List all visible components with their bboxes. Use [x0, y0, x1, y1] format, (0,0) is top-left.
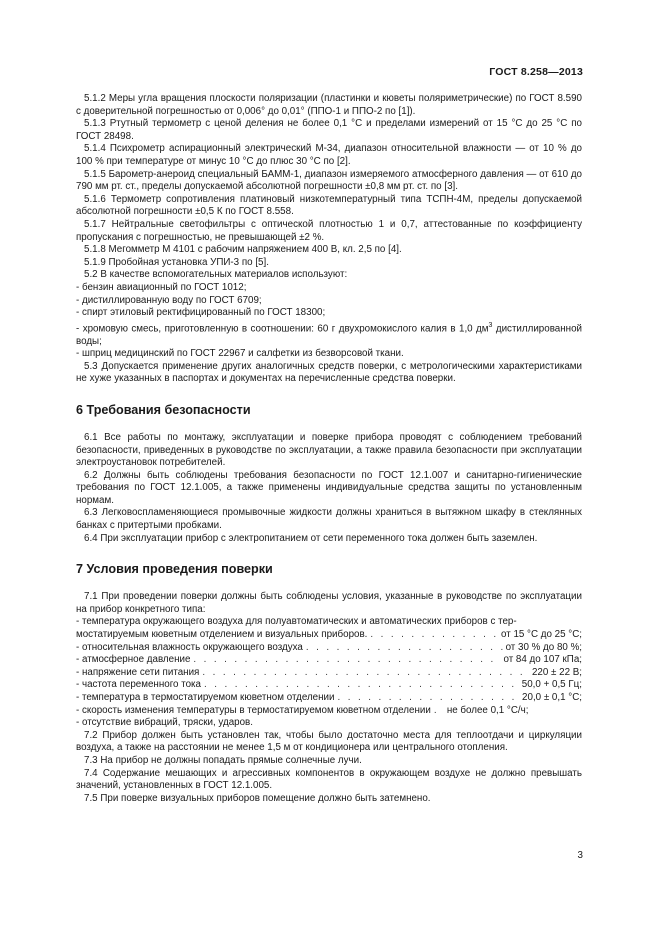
paragraph-7-2: 7.2 Прибор должен быть установлен так, чтобы было достаточно места для теплоотдачи и циркуляции воздуха, а также на расстоянии не менее 1,5 м от кондиционера или центрального отопления. [76, 729, 582, 754]
paragraph-7-5: 7.5 При поверке визуальных приборов помещение должно быть затемнено. [84, 792, 431, 804]
superscript: 3 [488, 321, 493, 329]
condition-label: - относительная влажность окружающего воздуха [76, 641, 303, 653]
condition-item-line: - температура окружающего воздуха для полуавтоматических и автоматических приборов с тер- [76, 616, 517, 628]
section-heading-7: 7 Условия проведения поверки [76, 562, 273, 577]
condition-value: не более 0,1 °С/ч; [446, 704, 529, 716]
condition-item [76, 705, 582, 718]
page-number: 3 [577, 850, 583, 861]
condition-value: от 15 °С до 25 °С; [501, 629, 582, 641]
condition-label: - частота переменного тока [76, 679, 202, 691]
paragraph-7-4: 7.4 Содержание мешающих и агрессивных компонентов в окружающем воздухе не должно превышать значений, установленных в ГОСТ 12.1.005. [76, 767, 582, 792]
paragraph-6-2: 6.2 Должны быть соблюдены требования безопасности по ГОСТ 12.1.007 и санитарно-гигиенические требования по ГОСТ 12.1.005, а также применены индивидуальные средства защиты по установленным нормам. [76, 469, 582, 506]
condition-item [76, 629, 582, 642]
paragraph-5-1-2: 5.1.2 Меры угла вращения плоскости поляризации (пластинки и кюветы поляриметрические) по ГОСТ 8.590 с доверительной погрешностью от 0,006° до 0,01° (ППО-1 и ППО-2 по [1]). [76, 93, 582, 117]
material-item: - спирт этиловый ректифицированный по ГОСТ 18300; [76, 307, 326, 319]
condition-value: от 30 % до 80 %; [505, 641, 582, 653]
paragraph-5-1-4: 5.1.4 Психрометр аспирационный электрический М-34, диапазон относительной влажности — от 10 % до 100 % при температуре от минус 10 °С до плюс 30 °С по [2]. [76, 143, 582, 167]
leader-dots [434, 705, 444, 718]
document-header: ГОСТ 8.258—2013 [489, 66, 583, 78]
section-heading-6: 6 Требования безопасности [76, 402, 251, 417]
material-item: - бензин авиационный по ГОСТ 1012; [76, 281, 247, 293]
condition-item [76, 679, 582, 692]
paragraph-7-3: 7.3 На прибор не должны попадать прямые солнечные лучи. [84, 754, 362, 766]
condition-value: 220 ± 22 В; [531, 666, 582, 678]
leader-dots [204, 679, 519, 692]
condition-label: - скорость изменения температуры в термостатируемом кюветном отделении [76, 704, 431, 716]
material-item [76, 320, 582, 348]
leader-dots [337, 692, 519, 705]
material-item-text: - хромовую смесь, приготовленную в соотношении: 60 г двухромокислого калия в 1,0 дм [76, 322, 489, 334]
paragraph-5-3: 5.3 Допускается применение других аналогичных средств поверки, с метрологическими характеристиками не хуже указанных в паспортах и документах на перечисленные средства поверки. [76, 360, 582, 385]
condition-value: 20,0 ± 0,1 °С; [522, 692, 582, 704]
paragraph-5-1-8: 5.1.8 Мегомметр М 4101 с рабочим напряжением 400 В, кл. 2,5 по [4]. [84, 244, 402, 256]
material-item: - шприц медицинский по ГОСТ 22967 и салфетки из безворсовой ткани. [76, 348, 404, 360]
condition-item [76, 692, 582, 705]
condition-label: - напряжение сети питания [76, 666, 200, 678]
condition-item: - отсутствие вибраций, тряски, ударов. [76, 717, 253, 729]
paragraph-6-1: 6.1 Все работы по монтажу, эксплуатации и поверке прибора проводят с соблюдением требований безопасности, приведенных в руководстве по эксплуатации, а также правила безопасности при эксплуатации электроустановок потребителей. [76, 431, 582, 469]
condition-label: мостатируемым кюветным отделением и визуальных приборов. [76, 629, 368, 641]
condition-value: от 84 до 107 кПа; [503, 654, 582, 666]
paragraph-7-1: 7.1 При проведении поверки должны быть соблюдены условия, указанные в руководстве по эксплуатации на прибор конкретного типа: [76, 591, 582, 615]
condition-item [76, 667, 582, 680]
leader-dots [202, 667, 529, 680]
paragraph-6-3: 6.3 Легковоспламеняющиеся промывочные жидкости должны храниться в вытяжном шкафу в стеклянных банках с притертыми пробками. [76, 507, 582, 532]
condition-item [76, 642, 582, 655]
condition-value: 50,0 + 0,5 Гц; [521, 679, 582, 691]
paragraph-5-1-6: 5.1.6 Термометр сопротивления платиновый низкотемпературный типа ТСПН-4М, пределы допускаемой абсолютной погрешности ±0,5 К по ГОСТ 8.558. [76, 193, 582, 218]
condition-label: - температура в термостатируемом кюветном отделении [76, 692, 335, 704]
condition-label: - атмосферное давление [76, 654, 191, 666]
leader-dots [306, 642, 503, 655]
page-content [76, 93, 582, 805]
paragraph-5-1-3: 5.1.3 Ртутный термометр с ценой деления не более 0,1 °С и пределами измерений от 15 °С до 25 °С по ГОСТ 28498. [76, 118, 582, 142]
leader-dots [370, 629, 498, 642]
paragraph-5-1-5: 5.1.5 Барометр-анероид специальный БАММ-1, диапазон измеряемого атмосферного давления — от 610 до 790 мм рт. ст., пределы допускаемой абсолютной погрешности ±0,8 мм рт. ст. по [3]. [76, 168, 582, 193]
paragraph-5-2: 5.2 В качестве вспомогательных материалов используют: [84, 269, 348, 281]
material-item-text: дистиллированной воды; [76, 322, 582, 347]
condition-item [76, 654, 582, 667]
paragraph-6-4: 6.4 При эксплуатации прибор с электропитанием от сети переменного тока должен быть заземлен. [84, 532, 538, 544]
material-item: - дистиллированную воду по ГОСТ 6709; [76, 294, 262, 306]
paragraph-5-1-7: 5.1.7 Нейтральные светофильтры с оптической плотностью 1 и 0,7, аттестованные по коэффициенту пропускания с погрешностью, не превышающей ±2 %. [76, 218, 582, 243]
leader-dots [193, 654, 500, 667]
paragraph-5-1-9: 5.1.9 Пробойная установка УПИ-3 по [5]. [84, 256, 269, 268]
